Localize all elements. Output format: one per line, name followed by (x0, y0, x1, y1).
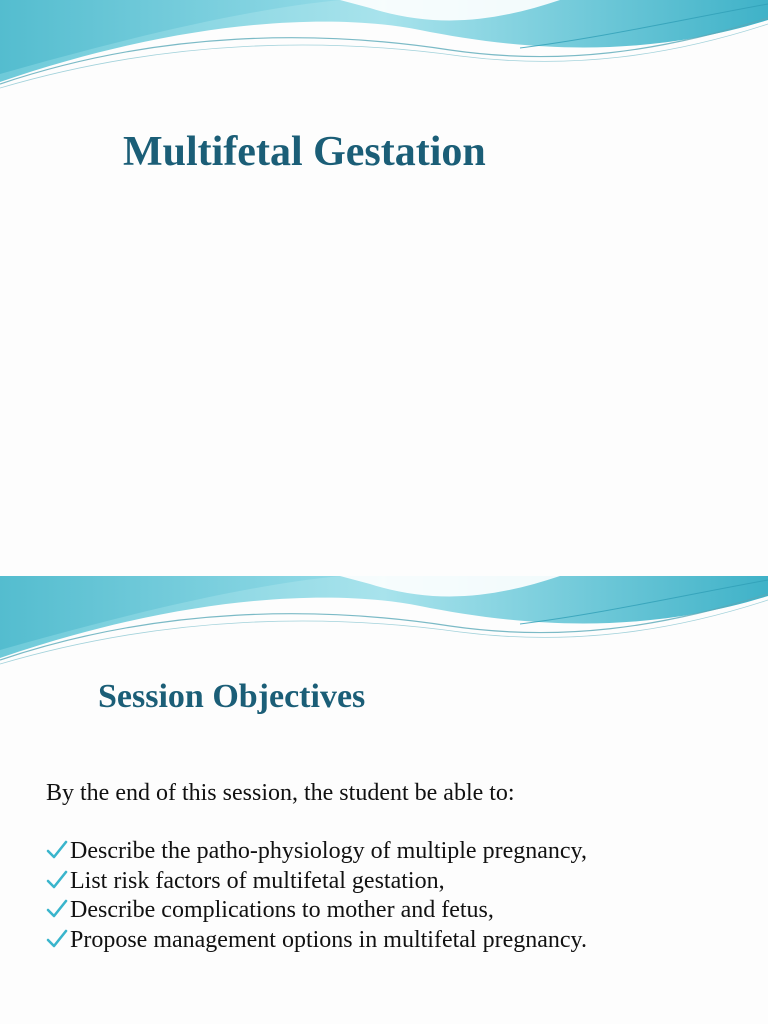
objectives-list (46, 838, 587, 956)
objective-text: List risk factors of multifetal gestation, (70, 867, 445, 894)
checkmark-icon (46, 929, 68, 949)
checkmark-icon (46, 840, 68, 860)
checkmark-icon (46, 899, 68, 919)
wave-banner (0, 576, 768, 676)
objective-text: Describe the patho-physiology of multiple pregnancy, (70, 838, 587, 864)
intro-text: By the end of this session, the student be able to: (46, 780, 515, 806)
list-item (46, 868, 587, 898)
list-item (46, 927, 587, 957)
list-item (46, 897, 587, 927)
slide-title-text: Multifetal Gestation (123, 129, 486, 175)
objective-text: Describe complications to mother and fetus, (70, 897, 494, 923)
checkmark-icon (46, 870, 68, 890)
list-item (46, 838, 587, 868)
slide-objectives (0, 576, 768, 1024)
objective-text: Propose management options in multifetal pregnancy. (70, 926, 587, 953)
wave-banner (0, 0, 768, 100)
slide-title-text: Session Objectives (98, 678, 366, 715)
